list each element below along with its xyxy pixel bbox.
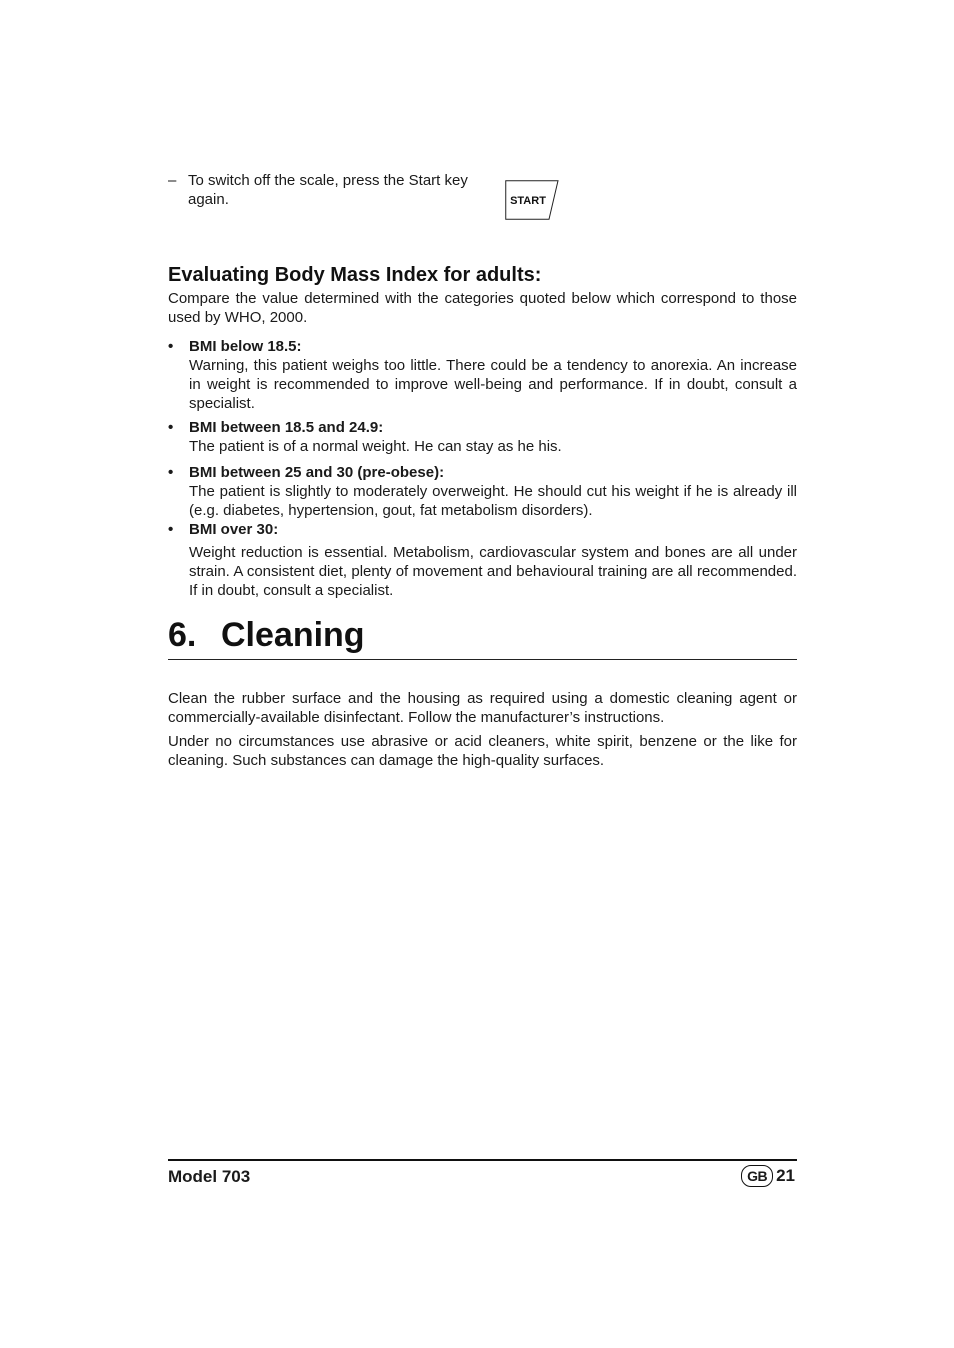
bmi-intro: Compare the value determined with the categories quoted below which correspond to those used by WHO, 2000. <box>168 290 797 326</box>
page-number: 21 <box>776 1166 795 1185</box>
section-title: Cleaning <box>221 616 365 654</box>
bmi-item-below-18-5 <box>168 337 797 413</box>
bmi-heading: Evaluating Body Mass Index for adults: <box>168 264 542 286</box>
bmi-item-body: Warning, this patient weighs too little. There could be a tendency to anorexia. An increase in weight is recommended to improve well-being and performance. If in doubt, consult a specialist. <box>189 357 797 412</box>
bmi-item-18-5-to-24-9 <box>168 418 797 456</box>
start-key-icon <box>505 180 559 220</box>
language-badge: GB <box>741 1165 773 1187</box>
bmi-item-body: The patient is slightly to moderately overweight. He should cut his weight if he is already ill (e.g. diabetes, hypertension, gout, fat metabolism disorders). <box>189 483 797 519</box>
bmi-item-title: BMI between 25 and 30 (pre-obese): <box>189 464 445 481</box>
bullet-icon: • <box>168 521 174 538</box>
bmi-item-body: Weight reduction is essential. Metabolism, cardiovascular system and bones are all under strain. A consistent diet, plenty of movement and behavioural training are all recommended. If in doubt, consult a specialist. <box>189 544 797 599</box>
switch-off-instruction <box>168 171 488 209</box>
bmi-item-body: The patient is of a normal weight. He can stay as he his. <box>189 438 562 455</box>
cleaning-paragraph-1: Clean the rubber surface and the housing as required using a domestic cleaning agent or commercially-available disinfectant. Follow the manufacturer’s instructions. <box>168 690 797 726</box>
footer-divider <box>168 1159 797 1161</box>
section-divider <box>168 659 797 660</box>
cleaning-paragraph-2: Under no circumstances use abrasive or acid cleaners, white spirit, benzene or the like for cleaning. Such substances can damage the high-quality surfaces. <box>168 733 797 769</box>
section-number: 6. <box>168 616 197 654</box>
footer-page-info <box>741 1163 795 1189</box>
cleaning-heading <box>168 614 797 656</box>
bullet-icon: • <box>168 419 174 436</box>
footer-model: Model 703 <box>168 1167 251 1186</box>
bmi-item-title: BMI over 30: <box>189 521 279 538</box>
bullet-icon: • <box>168 338 174 355</box>
bmi-item-title: BMI between 18.5 and 24.9: <box>189 419 384 436</box>
start-key-label: START <box>510 195 546 207</box>
instruction-dash: – <box>168 172 177 189</box>
bullet-icon: • <box>168 464 174 481</box>
instruction-text: To switch off the scale, press the Start key again. <box>188 172 468 208</box>
bmi-item-25-to-30 <box>168 463 797 520</box>
manual-page <box>168 0 797 1348</box>
bmi-item-title: BMI below 18.5: <box>189 338 302 355</box>
bmi-item-over-30 <box>168 520 797 600</box>
